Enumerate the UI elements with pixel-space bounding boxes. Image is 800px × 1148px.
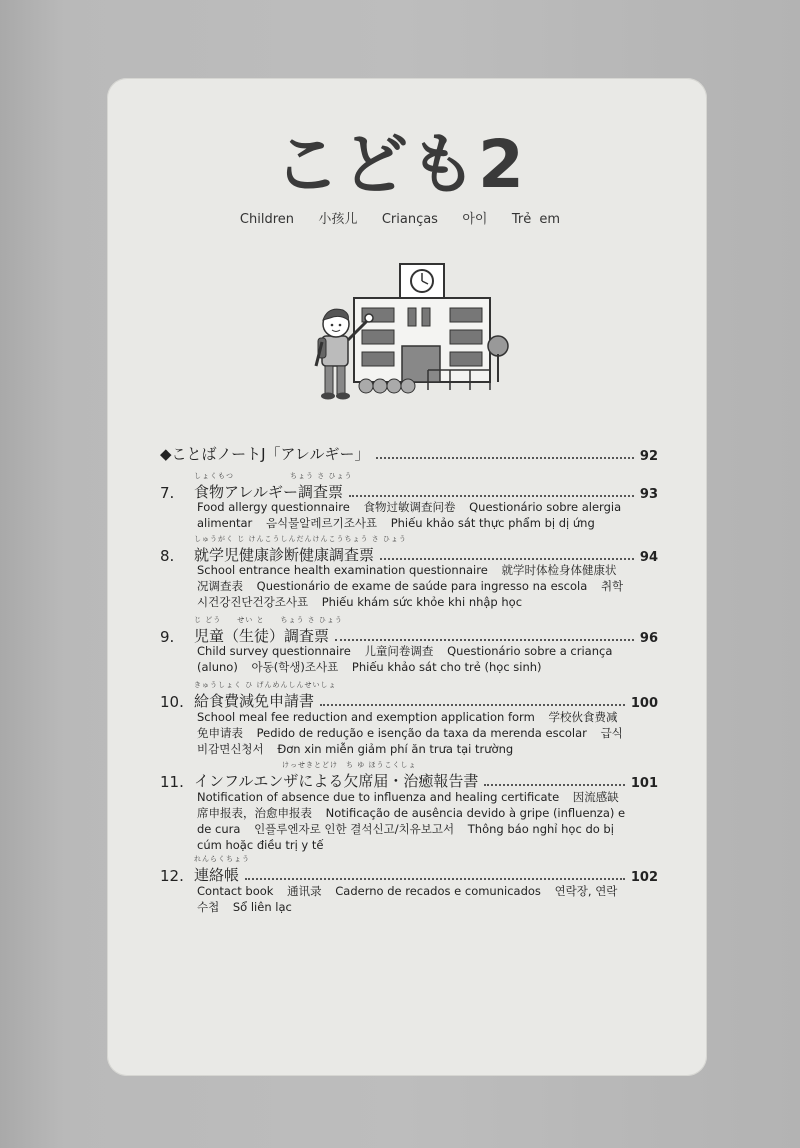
- subtitle-en: Children: [239, 212, 294, 227]
- toc-description-7: [197, 499, 627, 531]
- page-subtitle: [0, 208, 800, 227]
- desc-zh: 通讯录: [287, 884, 322, 898]
- desc-pt: Questionário sobre a criança (aluno): [197, 644, 613, 674]
- desc-zh: 学校伙食费减免申请表: [197, 710, 618, 740]
- desc-zh: 食物过敏调查问卷: [363, 500, 456, 514]
- desc-ko: 아동(학생)조사표: [251, 660, 339, 674]
- toc-description-12: [197, 883, 627, 915]
- toc-heading: [194, 855, 250, 885]
- toc-page-number: 102: [630, 870, 658, 885]
- desc-pt: Questionário sobre alergia alimentar: [197, 500, 622, 530]
- toc-heading-text: 就学児健康診断健康調査票: [194, 546, 375, 564]
- leader-dots: [380, 557, 634, 560]
- toc-description-11: [197, 789, 627, 853]
- desc-zh: 因流感缺席申报表，治愈申报表: [197, 790, 619, 820]
- toc-ruby: じ どう せい と ちょう さ ひょう: [194, 616, 343, 624]
- desc-vi: Phiếu khám sức khỏe khi nhập học: [321, 595, 523, 609]
- desc-en: Notification of absence due to influenza and healing certificate: [197, 790, 560, 804]
- toc-ruby: しょくもつ ちょう さ ひょう: [194, 472, 353, 480]
- desc-ko: 음식물알레르기조사표: [265, 516, 378, 530]
- subtitle-ko: 아이: [462, 212, 488, 227]
- toc-page-number: 93: [639, 487, 658, 502]
- toc-ruby: けっせきとどけ ち ゆ ほうこくしょ: [194, 761, 417, 769]
- toc-page-number: 96: [639, 631, 658, 646]
- toc-row-kotoba-note[interactable]: [160, 442, 658, 464]
- desc-en: School entrance health examination questionnaire: [197, 563, 488, 577]
- toc-page-number: 94: [639, 550, 658, 565]
- toc-number: 11.: [160, 773, 184, 791]
- toc-heading-text: 給食費減免申請書: [194, 692, 315, 710]
- desc-vi: Thông báo nghỉ học do bị cúm hoặc điều trị y tế: [197, 822, 614, 852]
- toc-ruby: れんらくちょう: [194, 855, 250, 863]
- toc-heading: ◆ことばノートJ「アレルギー」: [160, 445, 370, 463]
- page-title: こども2: [274, 126, 526, 203]
- desc-en: Contact book: [197, 884, 274, 898]
- desc-pt: Pedido de redução e isenção da taxa da merenda escolar: [256, 726, 587, 740]
- subtitle-vi: Trẻ em: [511, 212, 561, 227]
- toc-number: 9.: [160, 628, 175, 646]
- toc-heading-text: 食物アレルギー調査票: [194, 483, 344, 501]
- desc-pt: Notificação de ausência devido à gripe (influenza) e de cura: [197, 806, 626, 836]
- desc-ko: 연락장, 연락수첩: [197, 884, 618, 914]
- toc-row-11[interactable]: [160, 761, 658, 791]
- leader-dots: [245, 877, 625, 880]
- desc-vi: Đơn xin miễn giảm phí ăn trưa tại trường: [277, 742, 514, 756]
- toc-description-10: [197, 709, 627, 757]
- desc-vi: Phiếu khảo sát thực phẩm bị dị ứng: [390, 516, 595, 530]
- toc-page-number: 101: [630, 776, 658, 791]
- desc-zh: 儿童问卷调查: [364, 644, 434, 658]
- desc-ko: 급식비감면신청서: [197, 726, 623, 756]
- desc-vi: Sổ liên lạc: [232, 900, 292, 914]
- toc-page-number: 100: [630, 696, 658, 711]
- desc-en: School meal fee reduction and exemption application form: [197, 710, 535, 724]
- leader-dots: [335, 638, 634, 641]
- toc-number: 10.: [160, 693, 184, 711]
- toc-heading: [194, 761, 479, 791]
- toc-heading-text: 連絡帳: [194, 866, 240, 884]
- leader-dots: [484, 783, 624, 786]
- leader-dots: [376, 456, 634, 459]
- school-illustration: [310, 262, 510, 406]
- desc-vi: Phiếu khảo sát cho trẻ (học sinh): [351, 660, 542, 674]
- desc-en: Child survey questionnaire: [197, 644, 351, 658]
- toc-number: 12.: [160, 867, 184, 885]
- desc-pt: Questionário de exame de saúde para ingresso na escola: [256, 579, 588, 593]
- toc-ruby: しゅうがく じ けんこうしんだんけんこうちょう さ ひょう: [194, 535, 407, 543]
- toc-row-12[interactable]: [160, 855, 658, 885]
- leader-dots: [349, 494, 634, 497]
- desc-en: Food allergy questionnaire: [197, 500, 350, 514]
- toc-ruby: きゅうしょく ひ げんめんしんせいしょ: [194, 681, 337, 689]
- desc-ko: 인플루엔자로 인한 결석신고/치유보고서: [254, 822, 455, 836]
- toc-heading-text: インフルエンザによる欠席届・治癒報告書: [194, 772, 479, 790]
- desc-ko: 취학시건강진단건강조사표: [197, 579, 624, 609]
- subtitle-pt: Crianças: [381, 212, 438, 227]
- desc-pt: Caderno de recados e comunicados: [335, 884, 541, 898]
- desc-zh: 就学时体检身体健康状况调查表: [197, 563, 617, 593]
- toc-heading-text: 児童（生徒）調査票: [194, 627, 330, 645]
- toc-row-10[interactable]: [160, 681, 658, 711]
- toc-number: 8.: [160, 547, 175, 565]
- subtitle-zh: 小孩儿: [318, 212, 358, 227]
- toc-number: 7.: [160, 484, 175, 502]
- toc-heading: [194, 681, 337, 711]
- leader-dots: [320, 703, 625, 706]
- toc-description-8: [197, 562, 627, 610]
- toc-description-9: [197, 643, 627, 675]
- toc-page-number: 92: [639, 449, 658, 464]
